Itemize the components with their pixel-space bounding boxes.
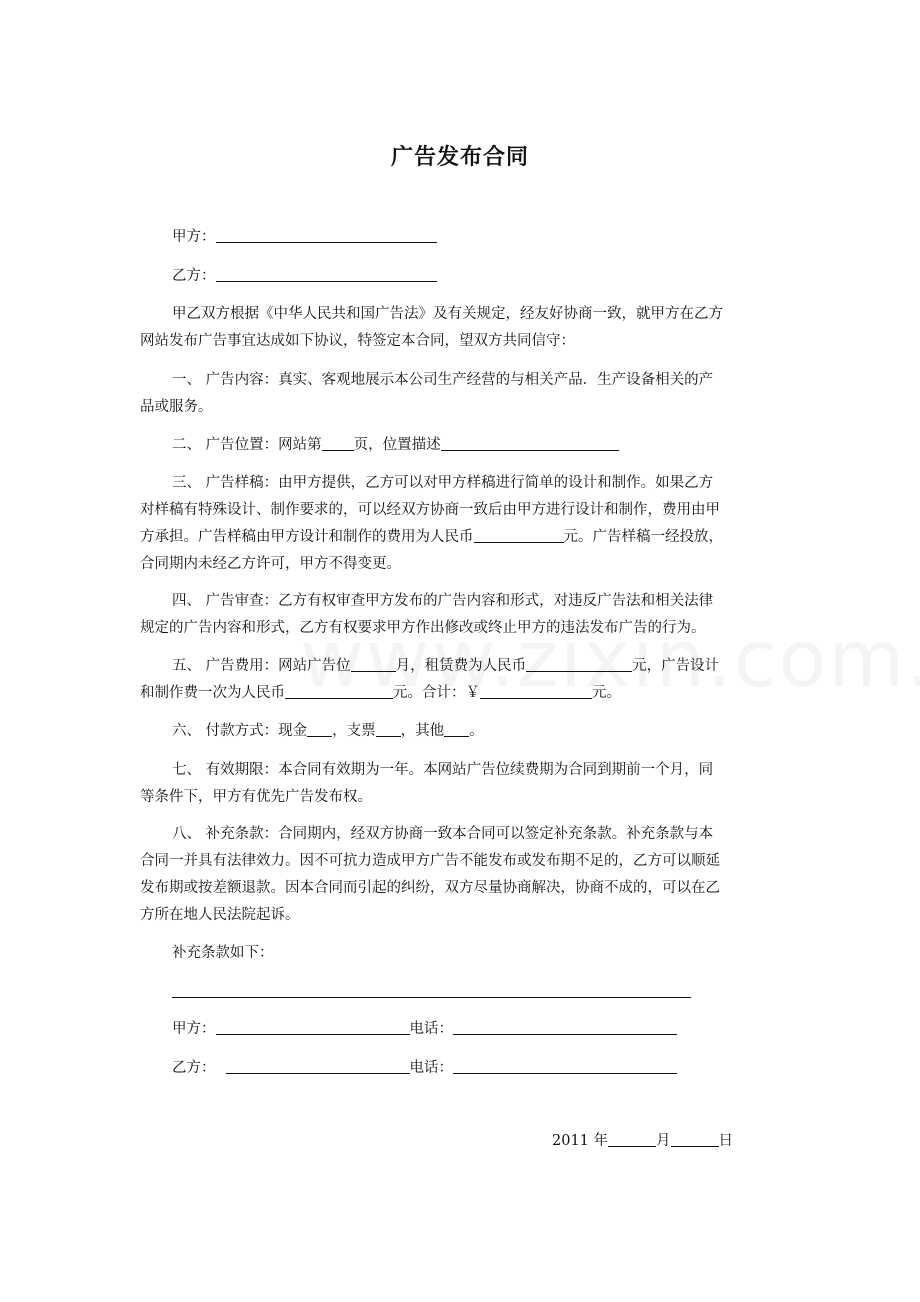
party-a-blank[interactable] — [216, 225, 437, 243]
clause8-line-4: 方所在地人民法院起诉。 — [140, 907, 300, 923]
party-a-label: 甲方： — [172, 229, 216, 245]
intro-line-1: 甲乙双方根据《中华人民共和国广告法》及有关规定，经友好协商一致，就甲方在乙方 — [172, 306, 723, 322]
day-blank[interactable] — [671, 1129, 719, 1147]
clause5-text-f: 元。 — [592, 685, 621, 701]
clause8-line-2: 合同一并具有法律效力。因不可抗力造成甲方广告不能发布或发布期不足的，乙方可以顺延 — [140, 853, 720, 869]
clause3-line-1: 三、 广告样稿：由甲方提供，乙方可以对甲方样稿进行简单的设计和制作。如果乙方 — [172, 475, 714, 491]
date-line — [552, 1128, 733, 1155]
sign-party-b-phone-blank[interactable] — [453, 1056, 677, 1074]
sign-party-b-line — [140, 1055, 817, 1083]
design-fee-blank[interactable] — [474, 525, 564, 543]
total-fee-blank[interactable] — [480, 681, 592, 699]
clause5-text-b: 月，租赁费为人民币 — [395, 658, 527, 674]
clause1-line-1: 一、 广告内容：真实、客观地展示本公司生产经营的与相关产品．生产设备相关的产 — [172, 372, 714, 388]
other-payment-blank[interactable] — [444, 719, 469, 737]
supplement-label: 补充条款如下： — [172, 945, 274, 961]
date-month: 月 — [656, 1133, 671, 1149]
clause4-line-1: 四、 广告审查：乙方有权审查甲方发布的广告内容和形式，对违反广告法和相关法律 — [172, 593, 714, 609]
party-a-line — [140, 224, 817, 252]
page-title: 广告发布合同 — [390, 145, 529, 170]
clause6-line — [140, 718, 817, 746]
clause6-text-b: ，支票 — [332, 723, 376, 739]
clause6-text-c: ，其他 — [400, 723, 445, 739]
date-day: 日 — [718, 1133, 734, 1149]
party-b-blank[interactable] — [216, 264, 437, 282]
clause8-line-1: 八、 补充条款：合同期内，经双方协商一致本合同可以签定补充条款。补充条款与本 — [172, 826, 714, 842]
clause3-line-4: 合同期内未经乙方许可，甲方不得变更。 — [140, 556, 401, 572]
page-number-blank[interactable] — [322, 433, 354, 451]
clause5-text-e: 元。合计：￥ — [393, 685, 480, 701]
clause3-line-2: 对样稿有特殊设计、制作要求的，可以经双方协商一致后由甲方进行设计和制作，费用由甲 — [140, 502, 720, 518]
ad-months-blank[interactable] — [351, 654, 396, 672]
clause3-text-b: 元。广告样稿一经投放， — [563, 529, 723, 545]
date-year: 2011 年 — [552, 1133, 609, 1149]
check-blank[interactable] — [376, 719, 401, 737]
clause2-text-b: 页，位置描述 — [353, 437, 441, 453]
clause8-line-3: 发布期或按差额退款。因本合同而引起的纠纷，双方尽量协商解决，协商不成的，可以在乙 — [140, 880, 720, 896]
party-b-label: 乙方： — [172, 268, 216, 284]
sign-party-a-phone-blank[interactable] — [453, 1017, 677, 1035]
supplement-blank-line[interactable] — [172, 997, 691, 998]
clause7-line-2: 等条件下，甲方有优先广告发布权。 — [140, 789, 372, 805]
intro-line-2: 网站发布广告事宜达成如下协议，特签定本合同，望双方共同信守： — [140, 333, 575, 349]
clause2-line — [140, 432, 817, 460]
position-description-blank[interactable] — [441, 433, 619, 451]
clause1-line-2: 品或服务。 — [140, 399, 213, 415]
clause5-text-c: 元，广告设计 — [632, 658, 720, 674]
clause6-text-d: 。 — [469, 723, 484, 739]
sign-party-b-blank[interactable] — [226, 1056, 410, 1074]
clause5-line-2 — [140, 680, 785, 708]
clause4-line-2: 规定的广告内容和形式，乙方有权要求甲方作出修改或终止甲方的违法发布广告的行为。 — [140, 620, 706, 636]
production-fee-blank[interactable] — [285, 681, 393, 699]
sign-party-a-blank[interactable] — [216, 1017, 410, 1035]
clause5-text-d: 和制作费一次为人民币 — [140, 685, 285, 701]
cash-blank[interactable] — [307, 719, 332, 737]
sign-party-a-label: 甲方： — [172, 1021, 216, 1037]
sign-party-a-phone-label: 电话： — [409, 1021, 453, 1037]
party-b-line — [140, 263, 817, 291]
clause2-text-a: 二、 广告位置：网站第 — [172, 437, 322, 453]
clause5-line-1 — [140, 653, 817, 681]
clause5-text-a: 五、 广告费用：网站广告位 — [172, 658, 351, 674]
clause6-text-a: 六、 付款方式：现金 — [172, 723, 308, 739]
clause7-line-1: 七、 有效期限：本合同有效期为一年。本网站广告位续费期为合同到期前一个月，同 — [172, 762, 714, 778]
sign-party-b-label: 乙方： — [172, 1060, 216, 1076]
sign-party-b-phone-label: 电话： — [409, 1060, 453, 1076]
month-blank[interactable] — [608, 1129, 656, 1147]
clause3-line-3 — [140, 524, 785, 552]
clause3-text-a: 方承担。广告样稿由甲方设计和制作的费用为人民币 — [140, 529, 474, 545]
sign-party-a-line — [140, 1016, 817, 1044]
rent-fee-blank[interactable] — [526, 654, 632, 672]
